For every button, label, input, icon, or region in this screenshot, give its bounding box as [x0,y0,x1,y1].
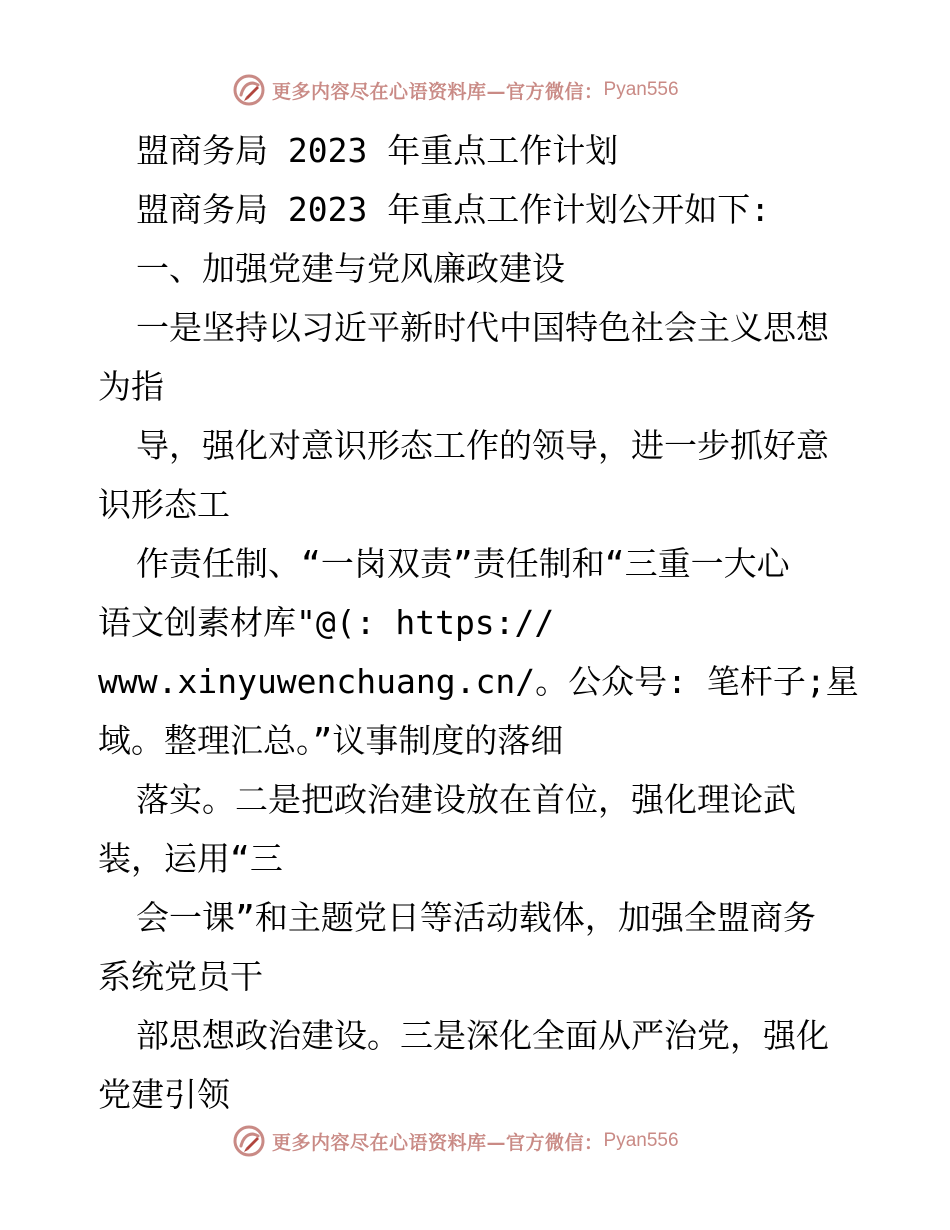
text-line: 为指 [98,367,164,406]
pen-heart-logo-icon [232,1124,266,1158]
text-line: 识形态工 [98,485,230,524]
banner-text: 更多内容尽在心语资料库—官方微信： [272,1131,604,1154]
text-line: 域。整理汇总。”议事制度的落细 [98,721,564,760]
text-line: www.xinyuwenchuang.cn/。公众号: 笔杆子;星 [98,662,859,701]
banner-wechat-id: Pyan556 [603,1130,679,1151]
text-line: 会一课”和主题党日等活动载体，加强全盟商务 [136,898,816,937]
footer-banner [232,1121,679,1161]
text-line: 落实。二是把政治建设放在首位，强化理论武 [136,780,796,819]
header-banner [232,70,679,110]
text-line: 一、加强党建与党风廉政建设 [136,249,565,288]
text-line: 系统党员干 [98,957,263,996]
document-body [98,121,858,1124]
text-line: 作责任制、“一岗双责”责任制和“三重一大心 [136,544,790,583]
banner-wechat-id: Pyan556 [603,79,679,100]
text-line: 一是坚持以习近平新时代中国特色社会主义思想 [136,308,829,347]
text-line: 语文创素材库"@(: https:// [98,603,555,642]
pen-heart-logo-icon [232,73,266,107]
text-line: 党建引领 [98,1075,230,1114]
text-line: 导，强化对意识形态工作的领导，进一步抓好意 [136,426,829,465]
text-line: 部思想政治建设。三是深化全面从严治党，强化 [136,1016,829,1055]
banner-text: 更多内容尽在心语资料库—官方微信： [272,80,604,103]
text-line: 盟商务局 2023 年重点工作计划公开如下: [136,190,771,229]
text-line: 装，运用“三 [98,839,283,878]
text-line: 盟商务局 2023 年重点工作计划 [136,131,619,170]
